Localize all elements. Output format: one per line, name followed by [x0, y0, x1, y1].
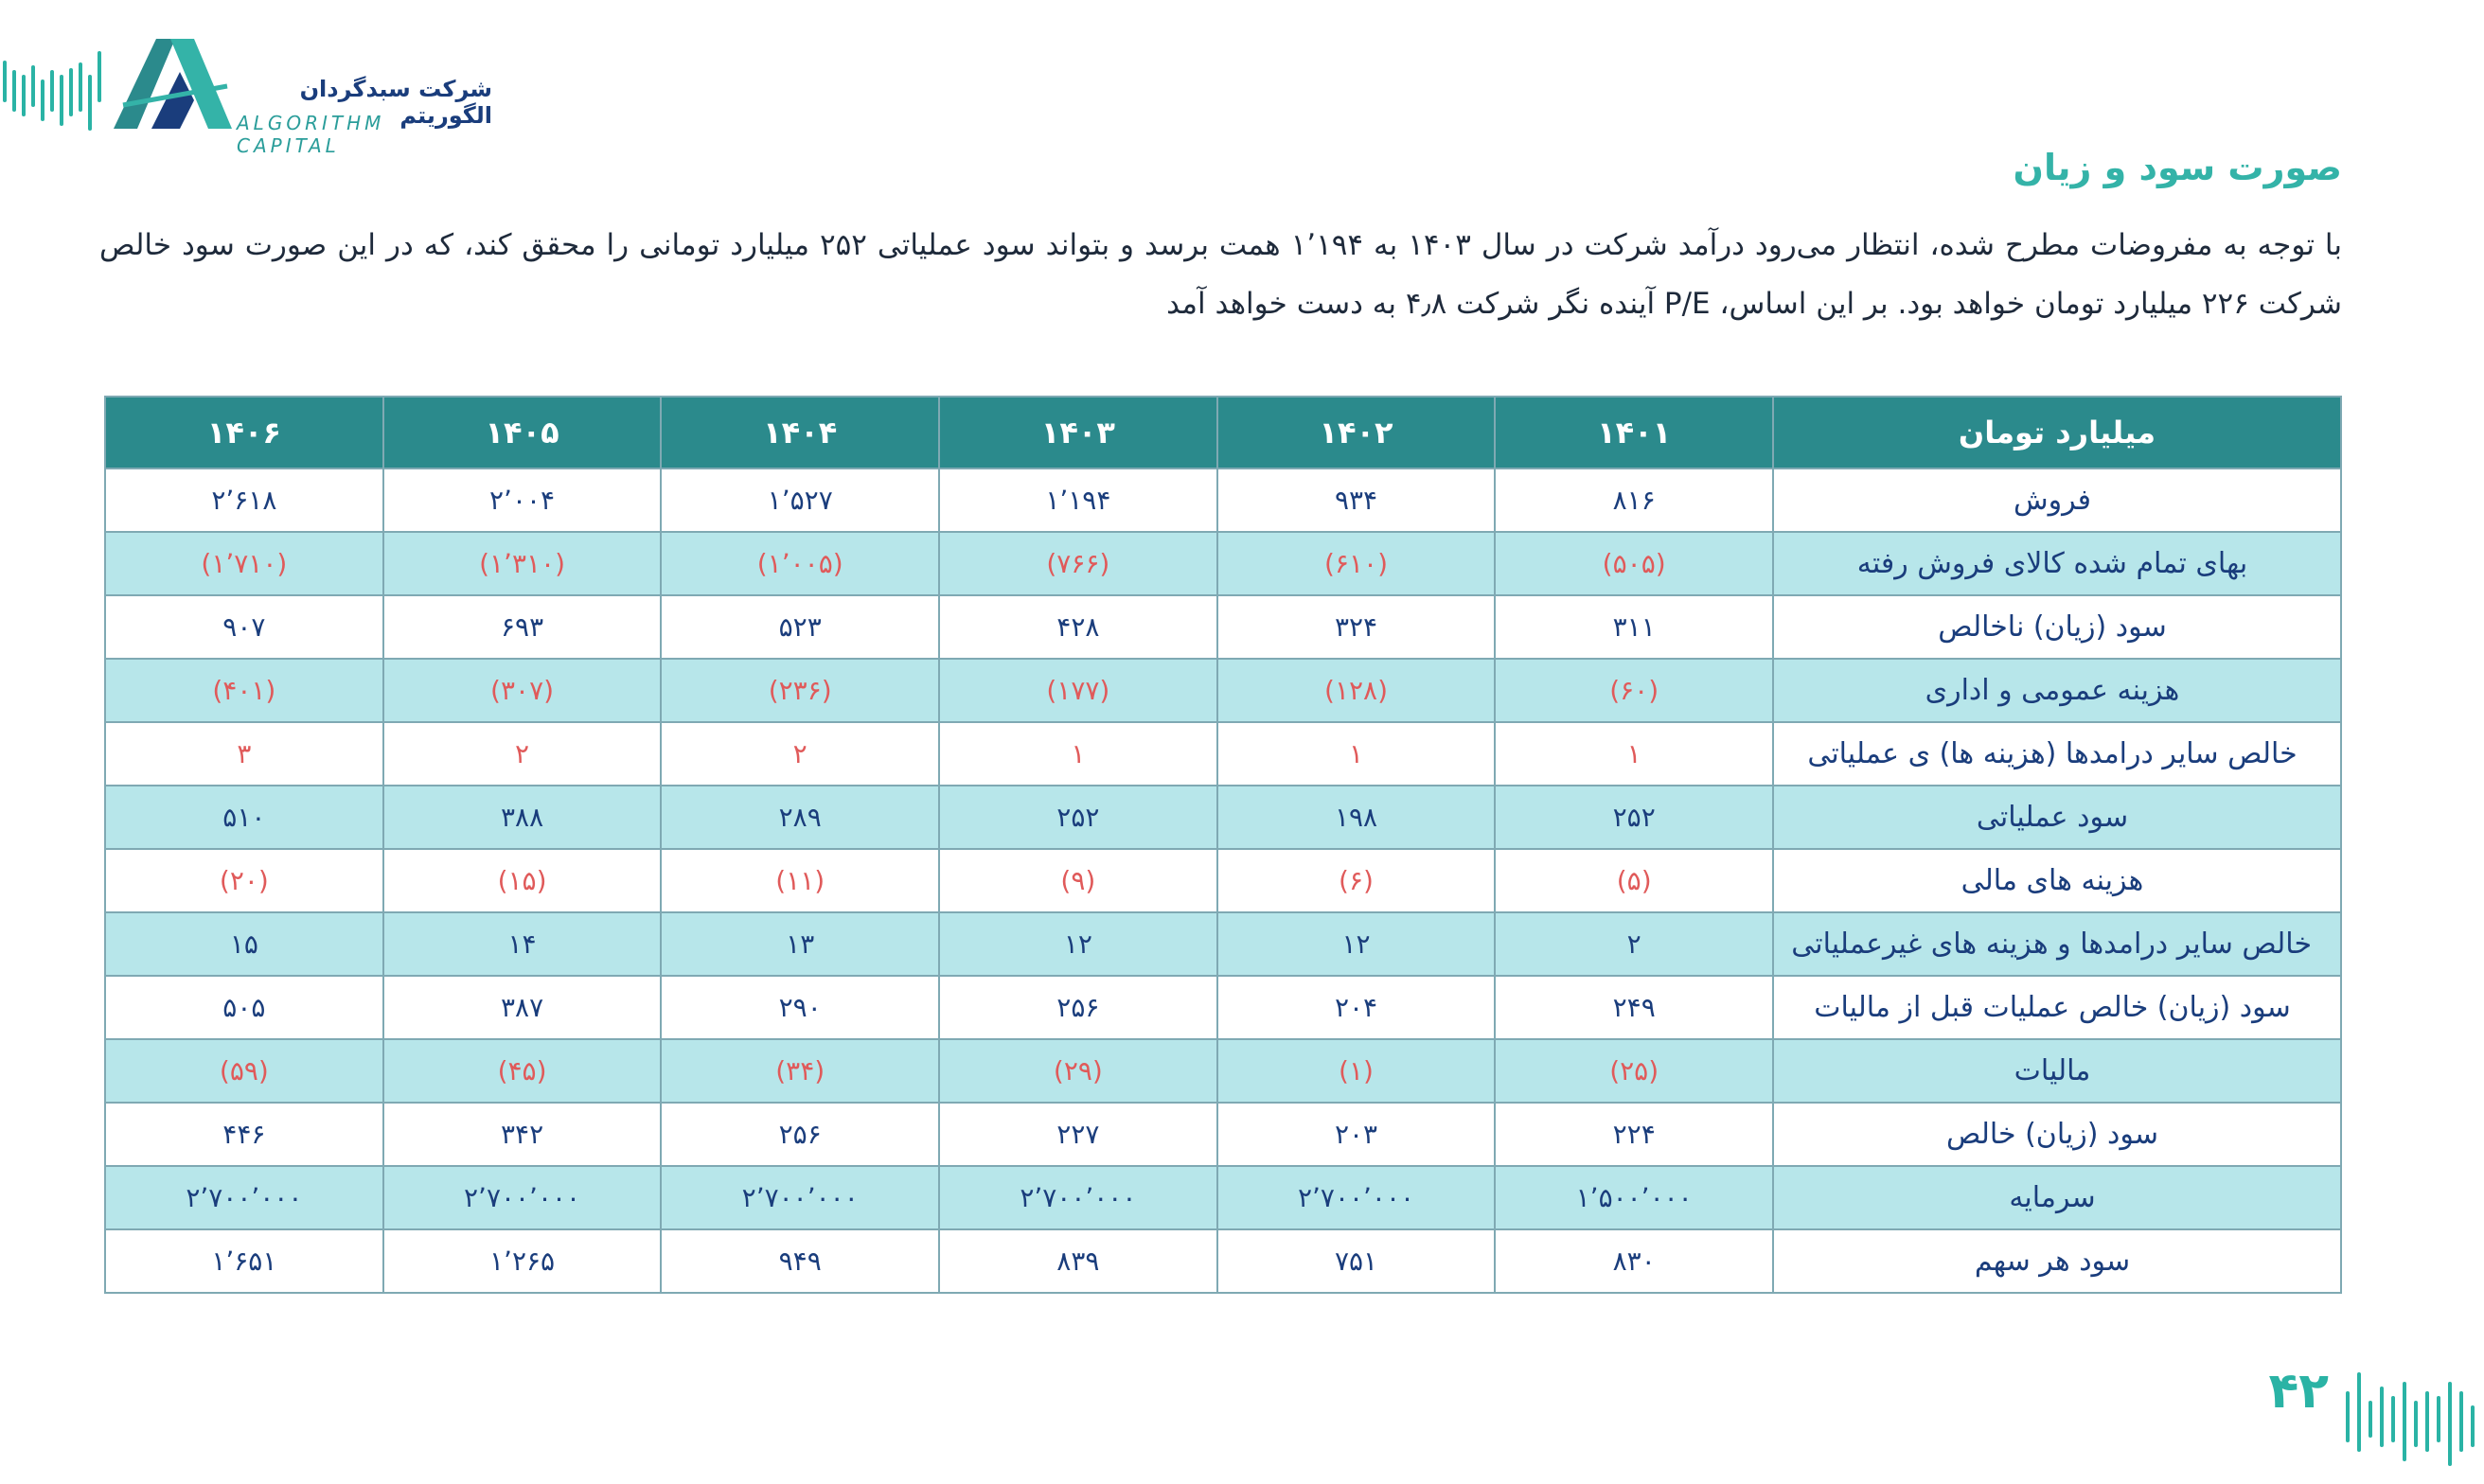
table-row [105, 722, 2341, 786]
table-header-row [105, 397, 2341, 468]
table-cell: ۱۹۸ [1217, 786, 1496, 849]
header-cell-unit: میلیارد تومان [1773, 397, 2341, 468]
table-cell: (۶) [1217, 849, 1496, 912]
table-cell: ۳۸۷ [383, 976, 662, 1039]
table-cell: ۴۴۶ [105, 1103, 383, 1166]
table-cell: ۱٬۵۰۰٬۰۰۰ [1495, 1166, 1773, 1229]
table-cell: (۱٬۷۱۰) [105, 532, 383, 595]
header-cell-year: ۱۴۰۱ [1495, 397, 1773, 468]
header-cell-year: ۱۴۰۶ [105, 397, 383, 468]
table-cell: ۲۵۲ [939, 786, 1217, 849]
table-cell: ۲۵۶ [661, 1103, 939, 1166]
table-cell: ۲۰۳ [1217, 1103, 1496, 1166]
table-row [105, 1039, 2341, 1103]
equalizer-bars-icon [2338, 1355, 2480, 1469]
company-name-en: ALGORITHM CAPITAL [237, 112, 385, 157]
table-row [105, 468, 2341, 532]
table-cell: ۳۴۲ [383, 1103, 662, 1166]
table-cell: ۲۲۷ [939, 1103, 1217, 1166]
table-cell: (۳۰۷) [383, 659, 662, 722]
table-cell: (۶۱۰) [1217, 532, 1496, 595]
table-cell: ۲ [661, 722, 939, 786]
table-cell: (۹) [939, 849, 1217, 912]
company-logo [0, 34, 530, 157]
table-cell: ۲۹۰ [661, 976, 939, 1039]
row-label: فروش [1773, 468, 2341, 532]
table-row [105, 595, 2341, 659]
table-cell: ۲٬۶۱۸ [105, 468, 383, 532]
table-cell: ۱ [1217, 722, 1496, 786]
table-cell: ۳۲۴ [1217, 595, 1496, 659]
table-row [105, 976, 2341, 1039]
header-cell-year: ۱۴۰۴ [661, 397, 939, 468]
table-row [105, 532, 2341, 595]
row-label: سود عملیاتی [1773, 786, 2341, 849]
row-label: خالص سایر درامدها (هزینه ها) ی عملیاتی [1773, 722, 2341, 786]
table-cell: (۱) [1217, 1039, 1496, 1103]
equalizer-bars-icon [0, 44, 104, 138]
table-cell: (۲۳۶) [661, 659, 939, 722]
table-cell: ۱٬۲۶۵ [383, 1229, 662, 1293]
company-name-fa: شرکت سبدگردان الگوریتم [299, 76, 492, 129]
table-cell: ۵۰۵ [105, 976, 383, 1039]
table-cell: ۲٬۷۰۰٬۰۰۰ [105, 1166, 383, 1229]
row-label: سود (زیان) خالص [1773, 1103, 2341, 1166]
table-cell: (۲۹) [939, 1039, 1217, 1103]
table-cell: ۳۱۱ [1495, 595, 1773, 659]
table-cell: ۹۰۷ [105, 595, 383, 659]
table-cell: (۲۵) [1495, 1039, 1773, 1103]
table-cell: ۵۱۰ [105, 786, 383, 849]
table-cell: ۱۲ [939, 912, 1217, 976]
table-cell: ۱٬۶۵۱ [105, 1229, 383, 1293]
header-cell-year: ۱۴۰۵ [383, 397, 662, 468]
table-cell: ۹۴۹ [661, 1229, 939, 1293]
table-cell: ۱ [1495, 722, 1773, 786]
table-cell: (۱٬۳۱۰) [383, 532, 662, 595]
table-cell: (۲۰) [105, 849, 383, 912]
row-label: بهای تمام شده کالای فروش رفته [1773, 532, 2341, 595]
table-cell: ۱۲ [1217, 912, 1496, 976]
table-cell: (۵) [1495, 849, 1773, 912]
table-cell: (۵۹) [105, 1039, 383, 1103]
table-cell: (۱۵) [383, 849, 662, 912]
header-cell-year: ۱۴۰۲ [1217, 397, 1496, 468]
table-cell: ۹۳۴ [1217, 468, 1496, 532]
table-cell: ۲۸۹ [661, 786, 939, 849]
table-cell: ۲٬۷۰۰٬۰۰۰ [1217, 1166, 1496, 1229]
table-cell: ۲۴۹ [1495, 976, 1773, 1039]
table-cell: ۲۵۲ [1495, 786, 1773, 849]
table-row [105, 912, 2341, 976]
table-cell: (۴۰۱) [105, 659, 383, 722]
row-label: هزینه عمومی و اداری [1773, 659, 2341, 722]
table-row [105, 786, 2341, 849]
table-row [105, 1103, 2341, 1166]
table-cell: ۲٬۷۰۰٬۰۰۰ [661, 1166, 939, 1229]
income-statement-table [104, 396, 2342, 1294]
table-cell: ۲ [383, 722, 662, 786]
table-cell: ۶۹۳ [383, 595, 662, 659]
header-cell-year: ۱۴۰۳ [939, 397, 1217, 468]
table-cell: (۵۰۵) [1495, 532, 1773, 595]
table-cell: ۱۳ [661, 912, 939, 976]
table-cell: ۸۳۹ [939, 1229, 1217, 1293]
row-label: مالیات [1773, 1039, 2341, 1103]
table-cell: ۱۵ [105, 912, 383, 976]
table-cell: ۱٬۵۲۷ [661, 468, 939, 532]
intro-paragraph: با توجه به مفروضات مطرح شده، انتظار می‌رود درآمد شرکت در سال ۱۴۰۳ به ۱٬۱۹۴ همت برسد و بتواند سود عملیاتی ۲۵۲ میلیارد تومانی را محقق کند، که در این صورت سود خالص شرکت ۲۲۶ میلیارد تومان خواهد بود. بر این اساس، P/E آینده نگر شرکت ۴٫۸ به دست خواهد آمد [99, 228, 2343, 321]
page-number: ۴۲ [2268, 1363, 2329, 1420]
table-cell: ۲۰۴ [1217, 976, 1496, 1039]
row-label: خالص سایر درامدها و هزینه های غیرعملیاتی [1773, 912, 2341, 976]
table-cell: (۱۲۸) [1217, 659, 1496, 722]
table-cell: ۲ [1495, 912, 1773, 976]
row-label: سود هر سهم [1773, 1229, 2341, 1293]
algorithm-a-logo-icon [104, 34, 237, 138]
table-cell: (۴۵) [383, 1039, 662, 1103]
table-row [105, 659, 2341, 722]
table-cell: ۱۴ [383, 912, 662, 976]
table-cell: ۴۲۸ [939, 595, 1217, 659]
table-cell: ۱٬۱۹۴ [939, 468, 1217, 532]
table-cell: ۱ [939, 722, 1217, 786]
table-cell: ۲۵۶ [939, 976, 1217, 1039]
table-cell: ۳۸۸ [383, 786, 662, 849]
table-cell: (۱۷۷) [939, 659, 1217, 722]
row-label: هزینه های مالی [1773, 849, 2341, 912]
table-cell: (۶۰) [1495, 659, 1773, 722]
table-cell: ۸۳۰ [1495, 1229, 1773, 1293]
table-cell: ۳ [105, 722, 383, 786]
row-label: سود (زیان) ناخالص [1773, 595, 2341, 659]
row-label: سرمایه [1773, 1166, 2341, 1229]
table-cell: (۷۶۶) [939, 532, 1217, 595]
table-cell: ۲٬۷۰۰٬۰۰۰ [383, 1166, 662, 1229]
table-cell: ۲٬۰۰۴ [383, 468, 662, 532]
table-cell: ۷۵۱ [1217, 1229, 1496, 1293]
section-title: صورت سود و زیان [2013, 147, 2342, 188]
table-row [105, 849, 2341, 912]
table-cell: ۵۲۳ [661, 595, 939, 659]
table-cell: ۲٬۷۰۰٬۰۰۰ [939, 1166, 1217, 1229]
table-row [105, 1166, 2341, 1229]
table-cell: ۸۱۶ [1495, 468, 1773, 532]
row-label: سود (زیان) خالص عملیات قبل از مالیات [1773, 976, 2341, 1039]
table-cell: ۲۲۴ [1495, 1103, 1773, 1166]
table-cell: (۱۱) [661, 849, 939, 912]
table-cell: (۱٬۰۰۵) [661, 532, 939, 595]
table-row [105, 1229, 2341, 1293]
table-cell: (۳۴) [661, 1039, 939, 1103]
table-body [105, 468, 2341, 1293]
